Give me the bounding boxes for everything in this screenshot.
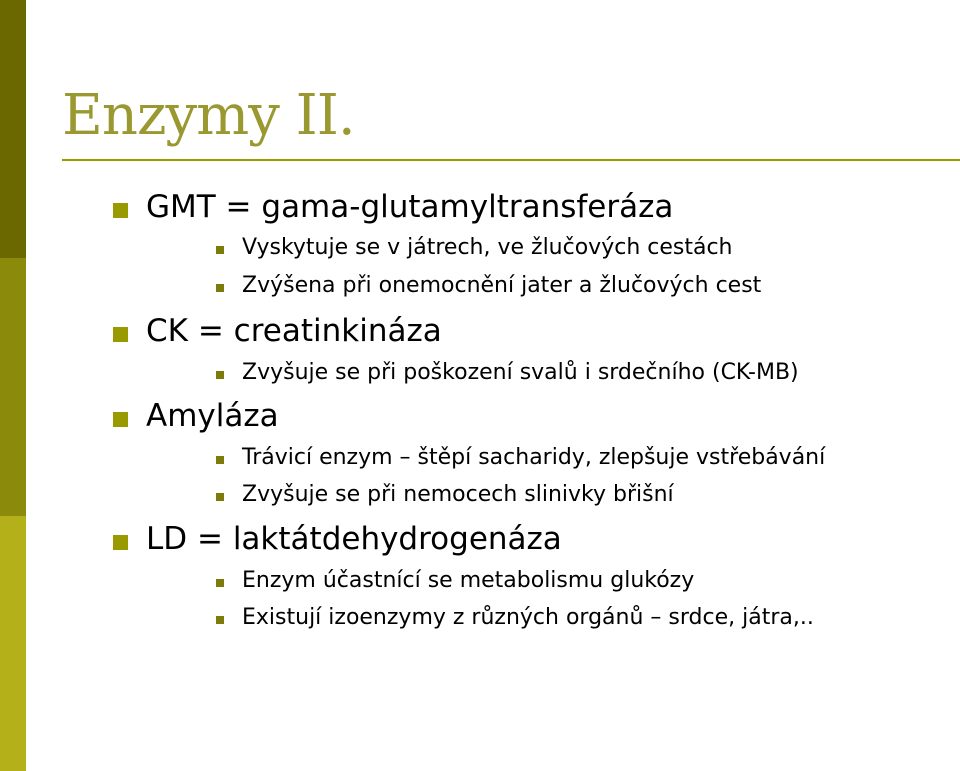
small-square-bullet-icon	[216, 284, 224, 292]
small-square-bullet-icon	[216, 371, 224, 379]
sub-bullet-text: Existují izoenzymy z různých orgánů – srdce, játra,..	[242, 605, 814, 630]
small-square-bullet-icon	[216, 493, 224, 501]
sub-bullet-item	[0, 233, 960, 263]
sub-bullet-text: Zvýšena při onemocnění jater a žlučových cest	[242, 273, 762, 298]
sub-bullet-text: Vyskytuje se v játrech, ve žlučových cestách	[242, 235, 733, 260]
sub-bullet-text: Trávicí enzym – štěpí sacharidy, zlepšuje vstřebávání	[242, 445, 826, 470]
bullet-item	[0, 520, 960, 558]
small-square-bullet-icon	[216, 616, 224, 624]
sub-bullet-item	[0, 566, 960, 596]
square-bullet-icon	[113, 535, 128, 550]
sub-bullet-item	[0, 480, 960, 510]
sub-bullet-text: Enzym účastnící se metabolismu glukózy	[242, 568, 695, 593]
bullet-text: LD = laktátdehydrogenáza	[146, 521, 562, 557]
square-bullet-icon	[113, 203, 128, 218]
slide-title: Enzymy II.	[62, 83, 355, 148]
bullet-text: CK = creatinkináza	[146, 313, 442, 349]
bullet-text: GMT = gama-glutamyltransferáza	[146, 189, 674, 225]
bullet-text: Amyláza	[146, 398, 279, 434]
sub-bullet-text: Zvyšuje se při poškození svalů i srdečního (CK-MB)	[242, 360, 799, 385]
bullet-item	[0, 397, 960, 435]
sub-bullet-item	[0, 603, 960, 633]
square-bullet-icon	[113, 327, 128, 342]
sub-bullet-item	[0, 358, 960, 388]
small-square-bullet-icon	[216, 456, 224, 464]
bullet-item	[0, 188, 960, 226]
small-square-bullet-icon	[216, 579, 224, 587]
small-square-bullet-icon	[216, 246, 224, 254]
sub-bullet-item	[0, 443, 960, 473]
sub-bullet-text: Zvyšuje se při nemocech slinivky břišní	[242, 482, 674, 507]
bullet-item	[0, 312, 960, 350]
square-bullet-icon	[113, 412, 128, 427]
sub-bullet-item	[0, 271, 960, 301]
